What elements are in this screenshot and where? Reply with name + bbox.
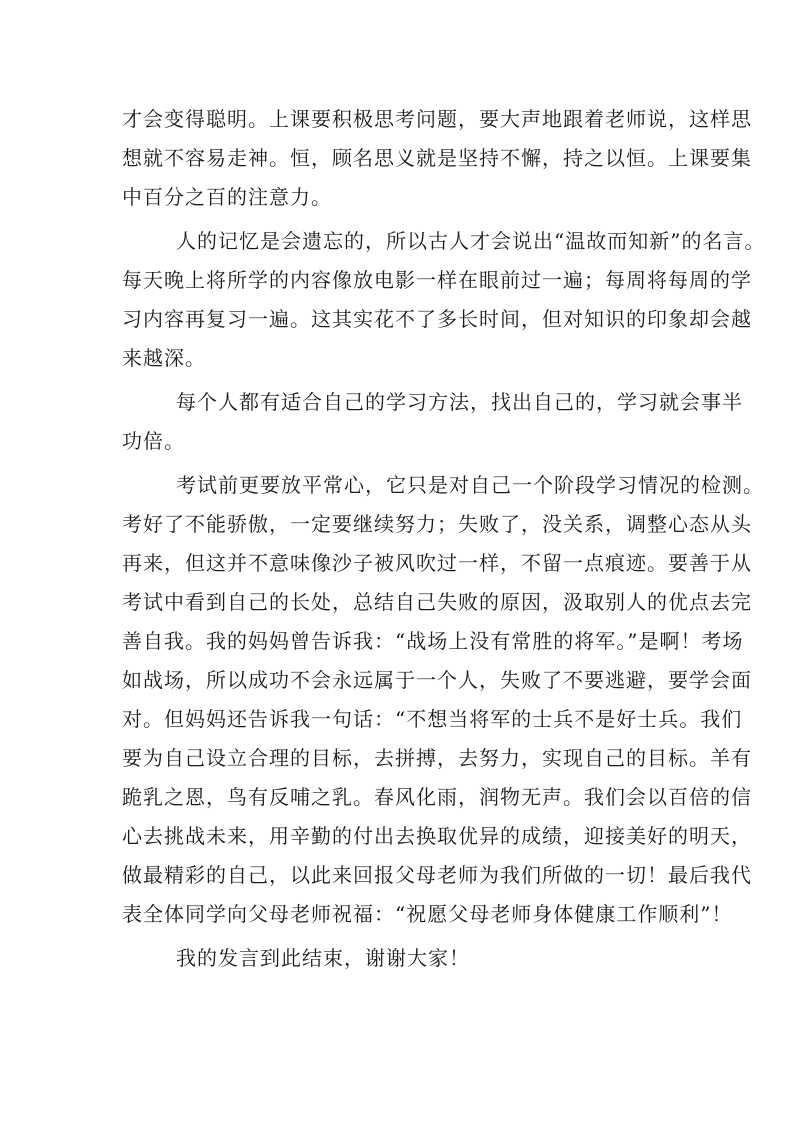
paragraph-first-line: 我的发言到此结束，谢谢大家！ [176,946,470,970]
text-line: 如战场，所以成功不会永远属于一个人，失败了不要逃避，要学会面 [122,668,752,692]
paragraph-first-line: 考试前更要放平常心，它只是对自己一个阶段学习情况的检测。 [176,473,764,497]
text-line: 善自我。我的妈妈曾告诉我：“战场上没有常胜的将军。”是啊！考场 [122,629,744,653]
text-line: 心去挑战未来，用辛勤的付出去换取优异的成绩，迎接美好的明天， [122,824,752,848]
text-line: 习内容再复习一遍。这其实花不了多长时间，但对知识的印象却会越 [122,307,752,331]
text-line: 再来，但这并不意味像沙子被风吹过一样，不留一点痕迹。要善于从 [122,551,752,575]
text-line: 跪乳之恩，鸟有反哺之乳。春风化雨，润物无声。我们会以百倍的信 [122,785,752,809]
text-line: 考好了不能骄傲，一定要继续努力；失败了，没关系，调整心态从头 [122,512,752,536]
text-line: 要为自己设立合理的目标，去拼搏，去努力，实现自己的目标。羊有 [122,746,752,770]
text-line: 中百分之百的注意力。 [122,185,332,209]
paragraph-first-line: 每个人都有适合自己的学习方法，找出自己的，学习就会事半 [176,390,743,414]
text-line: 表全体同学向父母老师祝福：“祝愿父母老师身体健康工作顺利”！ [122,902,733,926]
text-line: 才会变得聪明。上课要积极思考问题，要大声地跟着老师说，这样思 [122,107,752,131]
text-line: 做最精彩的自己，以此来回报父母老师为我们所做的一切！最后我代 [122,863,752,887]
text-line: 功倍。 [122,429,185,453]
text-line: 每天晚上将所学的内容像放电影一样在眼前过一遍；每周将每周的学 [122,268,752,292]
text-line: 想就不容易走神。恒，顾名思义就是坚持不懈，持之以恒。上课要集 [122,146,752,170]
text-line: 来越深。 [122,346,206,370]
text-line: 考试中看到自己的长处，总结自己失败的原因，汲取别人的优点去完 [122,590,752,614]
paragraph-first-line: 人的记忆是会遗忘的，所以古人才会说出“温故而知新”的名言。 [176,229,766,253]
text-line: 对。但妈妈还告诉我一句话：“不想当将军的士兵不是好士兵。我们 [122,707,743,731]
